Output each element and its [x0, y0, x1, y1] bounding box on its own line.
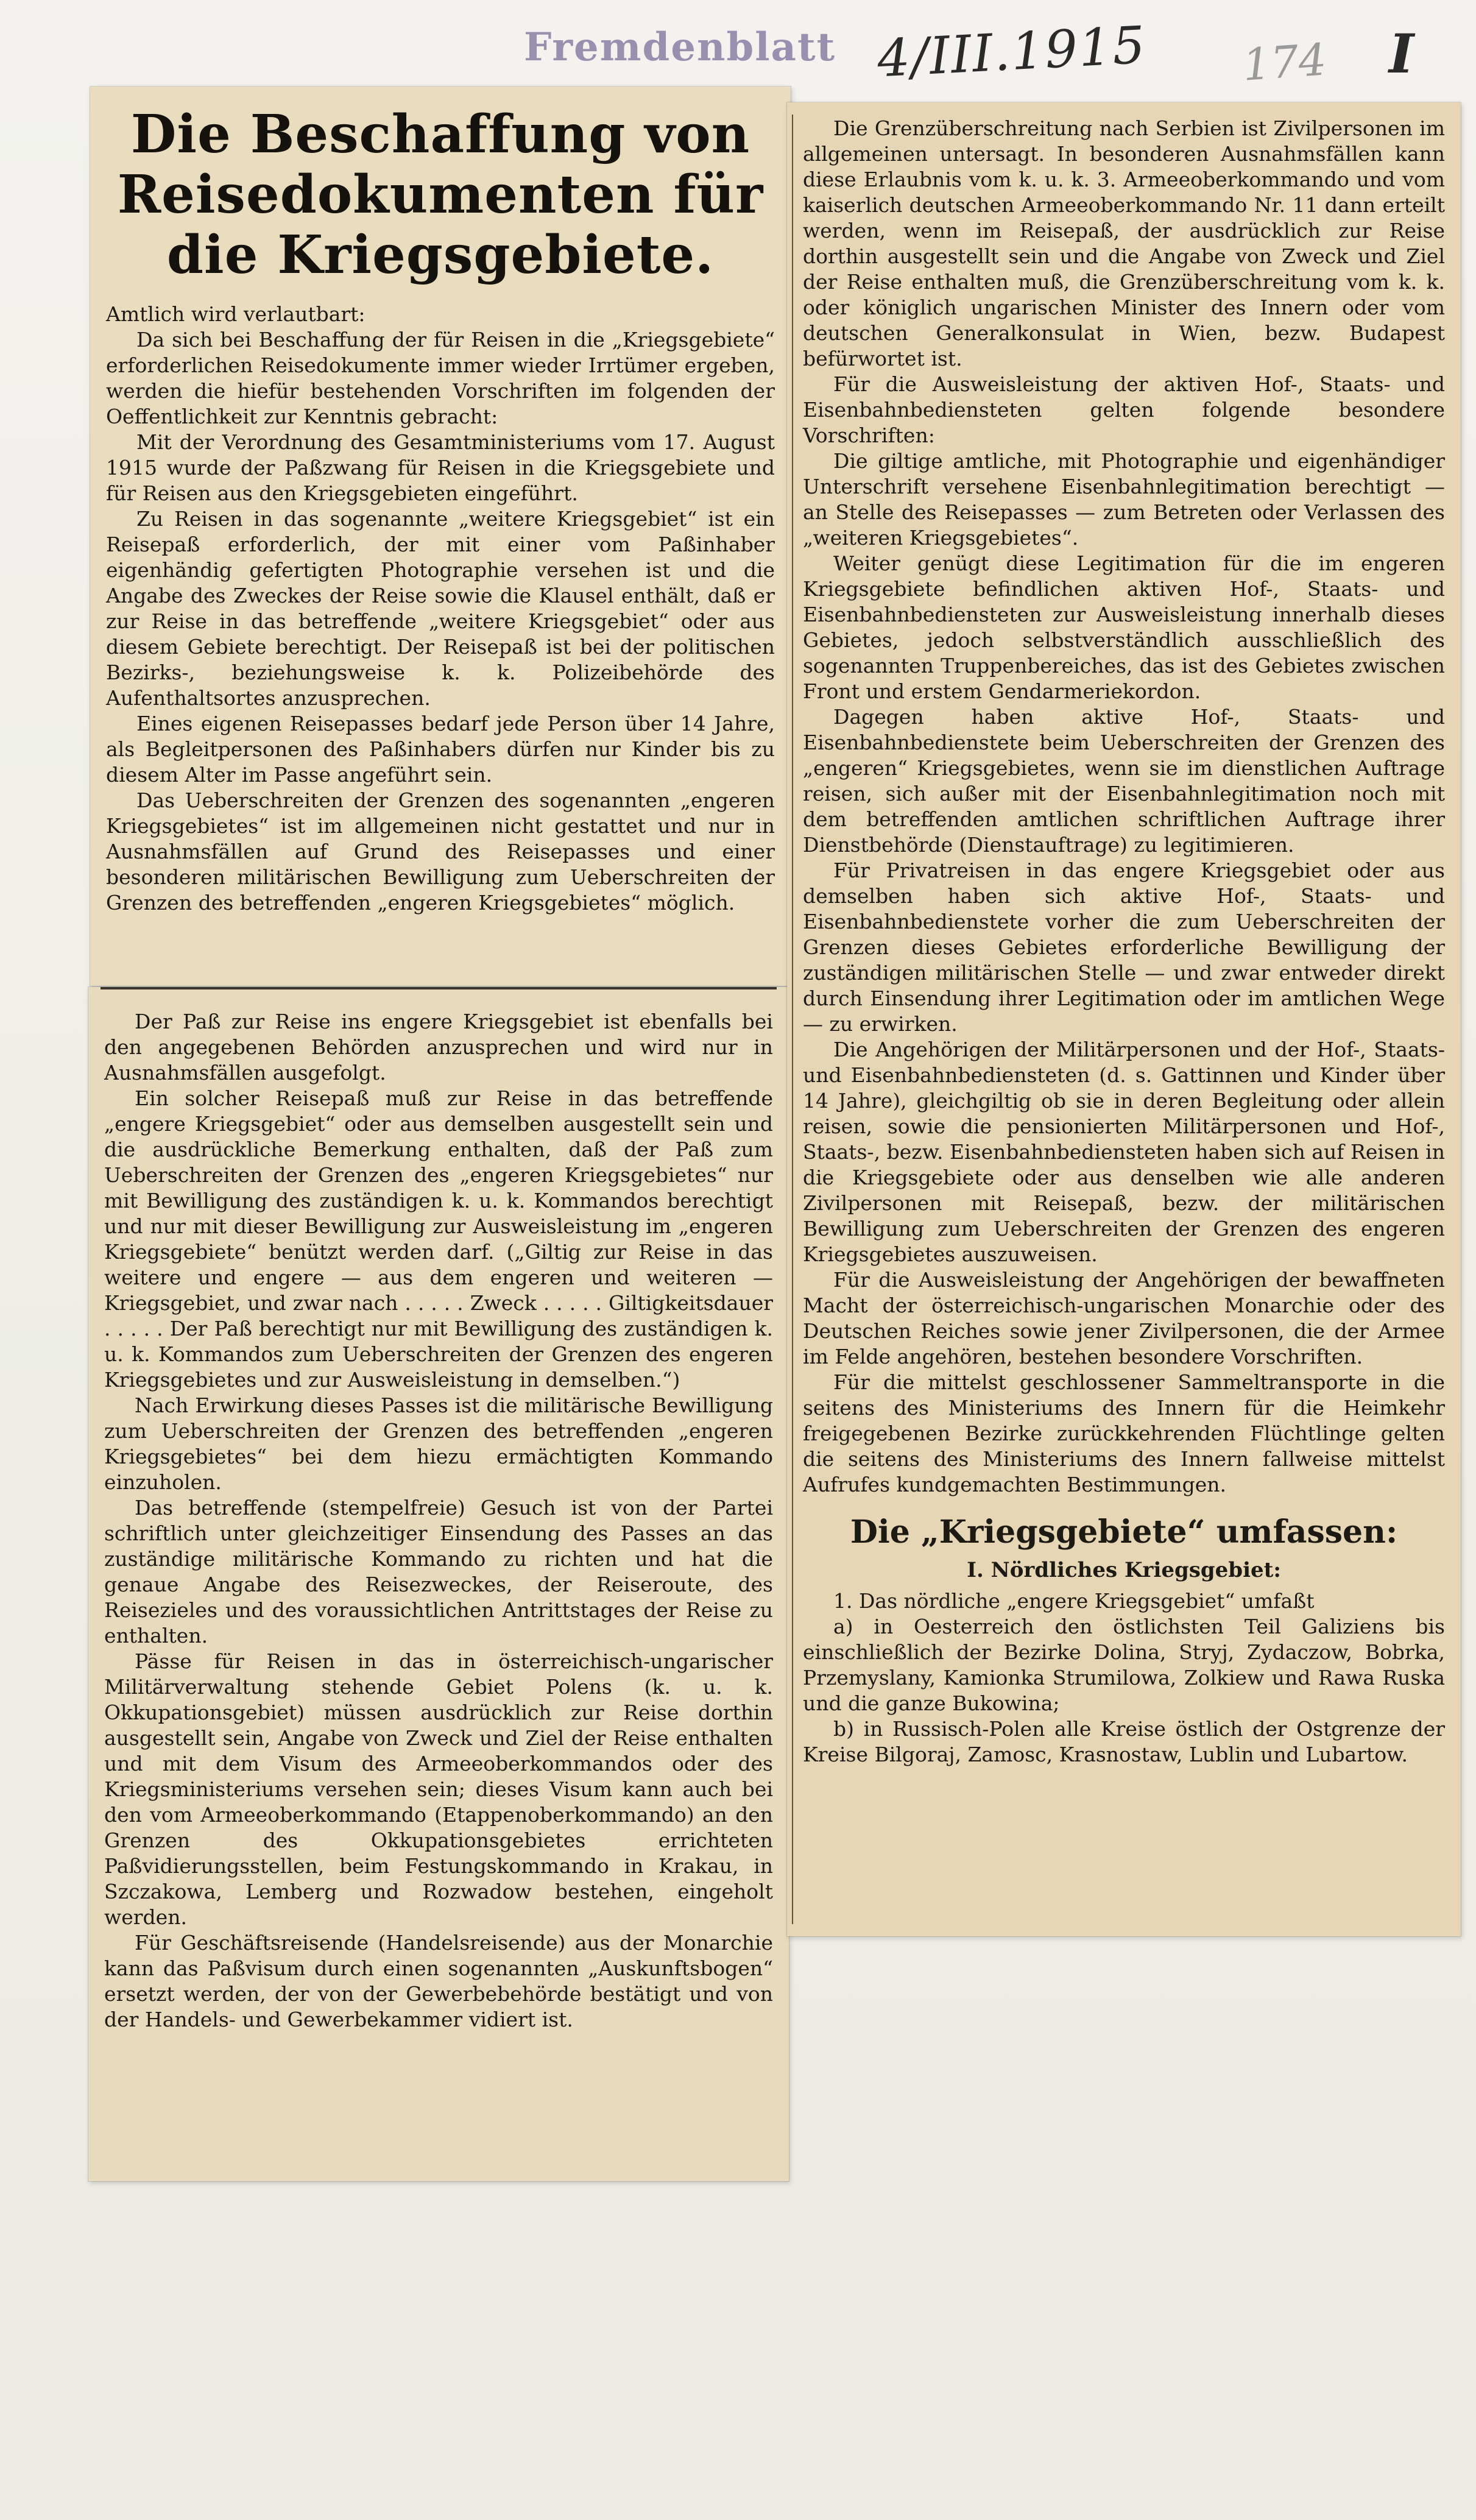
- newspaper-stamp: Fremdenblatt: [524, 24, 836, 70]
- list-item: a) in Oesterreich den östlichsten Teil Galiziens bis einschließlich der Bezirke Dolina, Stryj, Zydaczow, Bobrka, Przemyslany, Kamionka Strumilowa, Zolkiew und Rawa Ruska und die ganze Bukowina;: [803, 1615, 1445, 1715]
- paragraph: Für Geschäftsreisende (Handelsreisende) aus der Monarchie kann das Paßvisum durch einen sogenannten „Auskunftsbogen“ ersetzt werden, der von der Gewerbebehörde bestätigt und von der Handels- und Gewerbekammer vidiert ist.: [104, 1931, 773, 2031]
- handwritten-date: 4/III.1915: [875, 15, 1148, 89]
- paragraph: Dagegen haben aktive Hof-, Staats- und Eisenbahnbedienstete beim Ueberschreiten der Grenzen des „engeren“ Kriegsgebietes, wenn sie im dienstlichen Auftrage reisen, sich außer mit der Eisenbahnlegitimation noch mit dem betreffenden amtlichen schriftlichen Auftrage ihrer Dienstbehörde (Dienstauftrage) zu legitimieren.: [803, 705, 1445, 857]
- paragraph: Das Ueberschreiten der Grenzen des sogenannten „engeren Kriegsgebietes“ ist im allgemeinen nicht gestattet und nur in Ausnahmsfällen auf Grund des Reisepasses und einer besonderen militärischen Bewilligung zum Ueberschreiten der Grenzen des betreffenden „engeren Kriegsgebietes“ möglich.: [106, 788, 775, 915]
- paragraph: Das betreffende (stempelfreie) Gesuch ist von der Partei schriftlich unter gleichzeitiger Einsendung des Passes an das zuständige militärische Kommando zu richten und hat die genaue Angabe des Reisezweckes, der Reiseroute, des Reisezieles und des voraussichtlichen Antrittstages der Reise zu enthalten.: [104, 1496, 773, 1648]
- paragraph: Für die Ausweisleistung der Angehörigen der bewaffneten Macht der österreichisch-ungarischen Monarchie oder des Deutschen Reiches sowie jener Zivilpersonen, die der Armee im Felde angehören, bestehen besondere Vorschriften.: [803, 1268, 1445, 1368]
- subsection-heading: I. Nördliches Kriegsgebiet:: [967, 1558, 1281, 1582]
- list-item: 1. Das nördliche „engere Kriegsgebiet“ umfaßt: [833, 1589, 1315, 1613]
- handwritten-number: 174: [1241, 34, 1329, 91]
- paragraph: Die Angehörigen der Militärpersonen und der Hof-, Staats- und Eisenbahnbediensteten (d. s. Gattinnen und Kinder über 14 Jahre), gleichgiltig ob sie in deren Begleitung oder allein reisen, sowie die pensionierten Militärpersonen und Hof-, Staats-, bezw. Eisenbahnbediensteten haben sich auf Reisen in die Kriegsgebiete oder aus denselben wie alle anderen Zivilpersonen mit Reisepaß, bezw. der militärischen Bewilligung zum Ueberschreiten der Grenzen des engeren Kriegsgebietes auszuweisen.: [803, 1038, 1445, 1266]
- paragraph: Mit der Verordnung des Gesamtministeriums vom 17. August 1915 wurde der Paßzwang für Reisen in die Kriegsgebiete und für Reisen aus den Kriegsgebieten eingeführt.: [106, 430, 775, 505]
- clipping-right: [787, 102, 1461, 1936]
- paragraph: Zu Reisen in das sogenannte „weitere Kriegsgebiet“ ist ein Reisepaß erforderlich, der mit einer vom Paßinhaber eigenhändig gefertigten Photographie versehen ist und die Angabe des Zweckes der Reise sowie die Klausel enthält, daß er zur Reise in das betreffende „weitere Kriegsgebiet“ oder aus diesem Gebiete berechtigt. Der Reisepaß ist bei der politischen Bezirks-, beziehungsweise k. k. Polizeibehörde des Aufenthaltsortes anzusprechen.: [106, 506, 775, 710]
- divider: [101, 987, 777, 989]
- paragraph: Nach Erwirkung dieses Passes ist die militärische Bewilligung zum Ueberschreiten der Grenzen des betreffenden „engeren Kriegsgebietes“ bei dem hiezu ermächtigten Kommando einzuholen.: [104, 1393, 773, 1494]
- paragraph: Weiter genügt diese Legitimation für die im engeren Kriegsgebiete befindlichen aktiven Hof-, Staats- und Eisenbahnbediensteten zur Ausweisleistung innerhalb dieses Gebietes, jedoch selbstverständlich ausschließlich des sogenannten Truppenbereiches, das ist des Gebietes zwischen Front und erstem Gendarmeriekordon.: [803, 551, 1445, 703]
- paragraph: Für die mittelst geschlossener Sammeltransporte in die seitens des Ministeriums des Innern für die Heimkehr freigegebenen Bezirke zurückkehrenden Flüchtlinge gelten die seitens des Ministeriums des Innern fallweise mittelst Aufrufes kundgemachten Bestimmungen.: [803, 1370, 1445, 1496]
- clipping-left-bottom: [88, 987, 789, 2181]
- handwritten-roman-numeral: I: [1389, 22, 1414, 85]
- paragraph: Die giltige amtliche, mit Photographie und eigenhändiger Unterschrift versehene Eisenbahnlegitimation berechtigt — an Stelle des Reisepasses — zum Betreten oder Verlassen des „weiteren Kriegsgebietes“.: [803, 449, 1445, 550]
- section-heading: Die „Kriegsgebiete“ umfassen:: [850, 1513, 1398, 1551]
- paragraph: Amtlich wird verlautbart:: [106, 302, 365, 326]
- paragraph: Da sich bei Beschaffung der für Reisen in die „Kriegsgebiete“ erforderlichen Reisedokumente immer wieder Irrtümer ergeben, werden die hiefür bestehenden Vorschriften im folgenden der Oeffentlichkeit zur Kenntnis gebracht:: [106, 327, 775, 428]
- headline: Die Beschaffung von Reisedokumenten für die Kriegsgebiete.: [117, 104, 764, 286]
- paragraph: Der Paß zur Reise ins engere Kriegsgebiet ist ebenfalls bei den angegebenen Behörden anzusprechen und wird nur in Ausnahmsfällen ausgefolgt.: [104, 1010, 773, 1085]
- paragraph: Die Grenzüberschreitung nach Serbien ist Zivilpersonen im allgemeinen untersagt. In besonderen Ausnahmsfällen kann diese Erlaubnis vom k. u. k. 3. Armeeoberkommando und vom kaiserlich deutschen Armeeoberkommando Nr. 11 dann erteilt werden, wenn im Reisepaß, der ausdrücklich zur Reise dorthin ausgestellt sein und die Angabe von Zweck und Ziel der Reise enthalten muß, die Grenzüberschreitung vom k. k. oder königlich ungarischen Minister des Innern oder vom deutschen Generalkonsulat in Wien, bezw. Budapest befürwortet ist.: [803, 116, 1445, 370]
- list-item: b) in Russisch-Polen alle Kreise östlich der Ostgrenze der Kreise Bilgoraj, Zamosc, Krasnostaw, Lublin und Lubartow.: [803, 1717, 1445, 1766]
- column-divider: [792, 115, 793, 1924]
- clipping-left-top: [90, 87, 791, 986]
- paragraph: Pässe für Reisen in das in österreichisch-ungarischer Militärverwaltung stehende Gebiet Polens (k. u. k. Okkupationsgebiet) müssen ausdrücklich zur Reise dorthin ausgestellt sein, Angabe von Zweck und Ziel der Reise enthalten und mit dem Visum des Armeeoberkommandos oder des Kriegsministeriums versehen sein; dieses Visum kann auch bei den vom Armeeoberkommando (Etappenoberkommando) an den Grenzen des Okkupationsgebietes errichteten Paßvidierungsstellen, beim Festungskommando in Krakau, in Szczakowa, Lemberg und Rozwadow bestehen, eingeholt werden.: [104, 1649, 773, 1929]
- paragraph: Eines eigenen Reisepasses bedarf jede Person über 14 Jahre, als Begleitpersonen des Paßinhabers dürfen nur Kinder bis zu diesem Alter im Passe angeführt sein.: [106, 711, 775, 787]
- paragraph: Ein solcher Reisepaß muß zur Reise in das betreffende „engere Kriegsgebiet“ oder aus demselben ausgestellt sein und die ausdrückliche Bemerkung enthalten, daß der Paß zum Ueberschreiten der Grenzen des „engeren Kriegsgebietes“ nur mit Bewilligung des zuständigen k. u. k. Kommandos berechtigt und nur mit dieser Bewilligung zur Ausweisleistung im „engeren Kriegsgebiete“ benützt werden darf. („Giltig zur Reise in das weitere und engere — aus dem engeren und weiteren — Kriegsgebiet, und zwar nach . . . . . Zweck . . . . . Giltigkeitsdauer . . . . . Der Paß berechtigt nur mit Bewilligung des zuständigen k. u. k. Kommandos zum Ueberschreiten der Grenzen des engeren Kriegsgebietes und zur Ausweisleistung in demselben.“): [104, 1086, 773, 1392]
- paragraph: Für die Ausweisleistung der aktiven Hof-, Staats- und Eisenbahnbediensteten gelten folgende besondere Vorschriften:: [803, 372, 1445, 447]
- paragraph: Für Privatreisen in das engere Kriegsgebiet oder aus demselben haben sich aktive Hof-, Staats- und Eisenbahnbedienstete vorher die zum Ueberschreiten der Grenzen dieses Gebietes erforderliche Bewilligung der zuständigen militärischen Stelle — und zwar entweder direkt durch Einsendung ihrer Legitimation oder im amtlichen Wege — zu erwirken.: [803, 858, 1445, 1036]
